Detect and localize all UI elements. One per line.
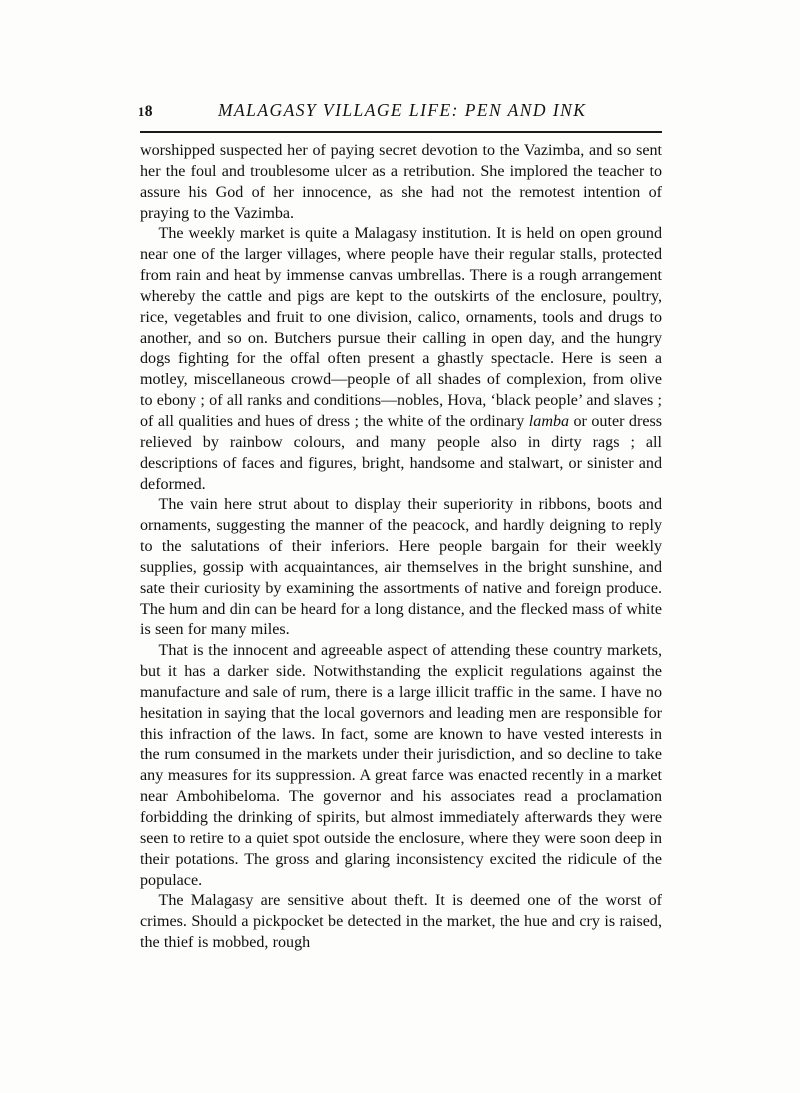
running-head [138,100,662,124]
paragraph-part: or outer dress relieved by rainbow colours, and many people also in dirty rags ; all descriptions of faces and figures, bright, handsome and stalwart, or sinister and deformed. [140,412,662,493]
italic-term: lamba [528,412,570,430]
paragraph [140,224,662,495]
page-number: 18 [138,103,153,120]
paragraph: worshipped suspected her of paying secret devotion to the Vazimba, and so sent her the foul and troublesome ulcer as a retribution. She implored the teacher to assure his God of her innocence, as she had not the remotest intention of praying to the Vazimba. [140,142,662,222]
body-text [140,141,662,954]
running-head-title: MALAGASY VILLAGE LIFE: PEN AND INK [218,100,587,120]
header-rule [140,131,662,133]
paragraph: The vain here strut about to display their superiority in ribbons, boots and ornaments, suggesting the manner of the peacock, and hardly deigning to reply to the salutations of their inferiors. Here people bargain for their weekly supplies, gossip with acquaintances, air themselves in the bright sunshine, and sate their curiosity by examining the assortments of native and foreign produce. The hum and din can be heard for a long distance, and the flecked mass of white is seen for many miles. [140,496,662,639]
paragraph: That is the innocent and agreeable aspect of attending these country markets, but it has a darker side. Notwithstanding the explicit regulations against the manufacture and sale of rum, there is a large illicit traffic in the same. I have no hesitation in saying that the local governors and leading men are responsible for this infraction of the laws. In fact, some are known to have vested interests in the rum consumed in the markets under their jurisdiction, and so decline to take any measures for its suppression. A great farce was enacted recently in a market near Ambohibeloma. The governor and his associates read a proclamation forbidding the drinking of spirits, but almost immediately afterwards they were seen to retire to a quiet spot outside the enclosure, where they were soon deep in their potations. The gross and glaring inconsistency excited the ridicule of the populace. [140,642,662,889]
paragraph: The Malagasy are sensitive about theft. It is deemed one of the worst of crimes. Should a pickpocket be detected in the market, the hue and cry is raised, the thief is mobbed, rough [140,892,662,952]
paragraph-part: The weekly market is quite a Malagasy institution. It is held on open ground near one of the larger villages, where people have their regular stalls, protected from rain and heat by immense canvas umbrellas. There is a rough arrangement whereby the cattle and pigs are kept to the outskirts of the enclosure, poultry, rice, vegetables and fruit to one division, calico, ornaments, tools and drugs to another, and so on. Butchers pursue their calling in open day, and the hungry dogs fighting for the offal often present a ghastly spectacle. Here is seen a motley, miscellaneous crowd—people of all shades of complexion, from olive to ebony ; of all ranks and conditions—nobles, Hova, ‘black people’ and slaves ; of all qualities and hues of dress ; the white of the ordinary [140,225,662,430]
